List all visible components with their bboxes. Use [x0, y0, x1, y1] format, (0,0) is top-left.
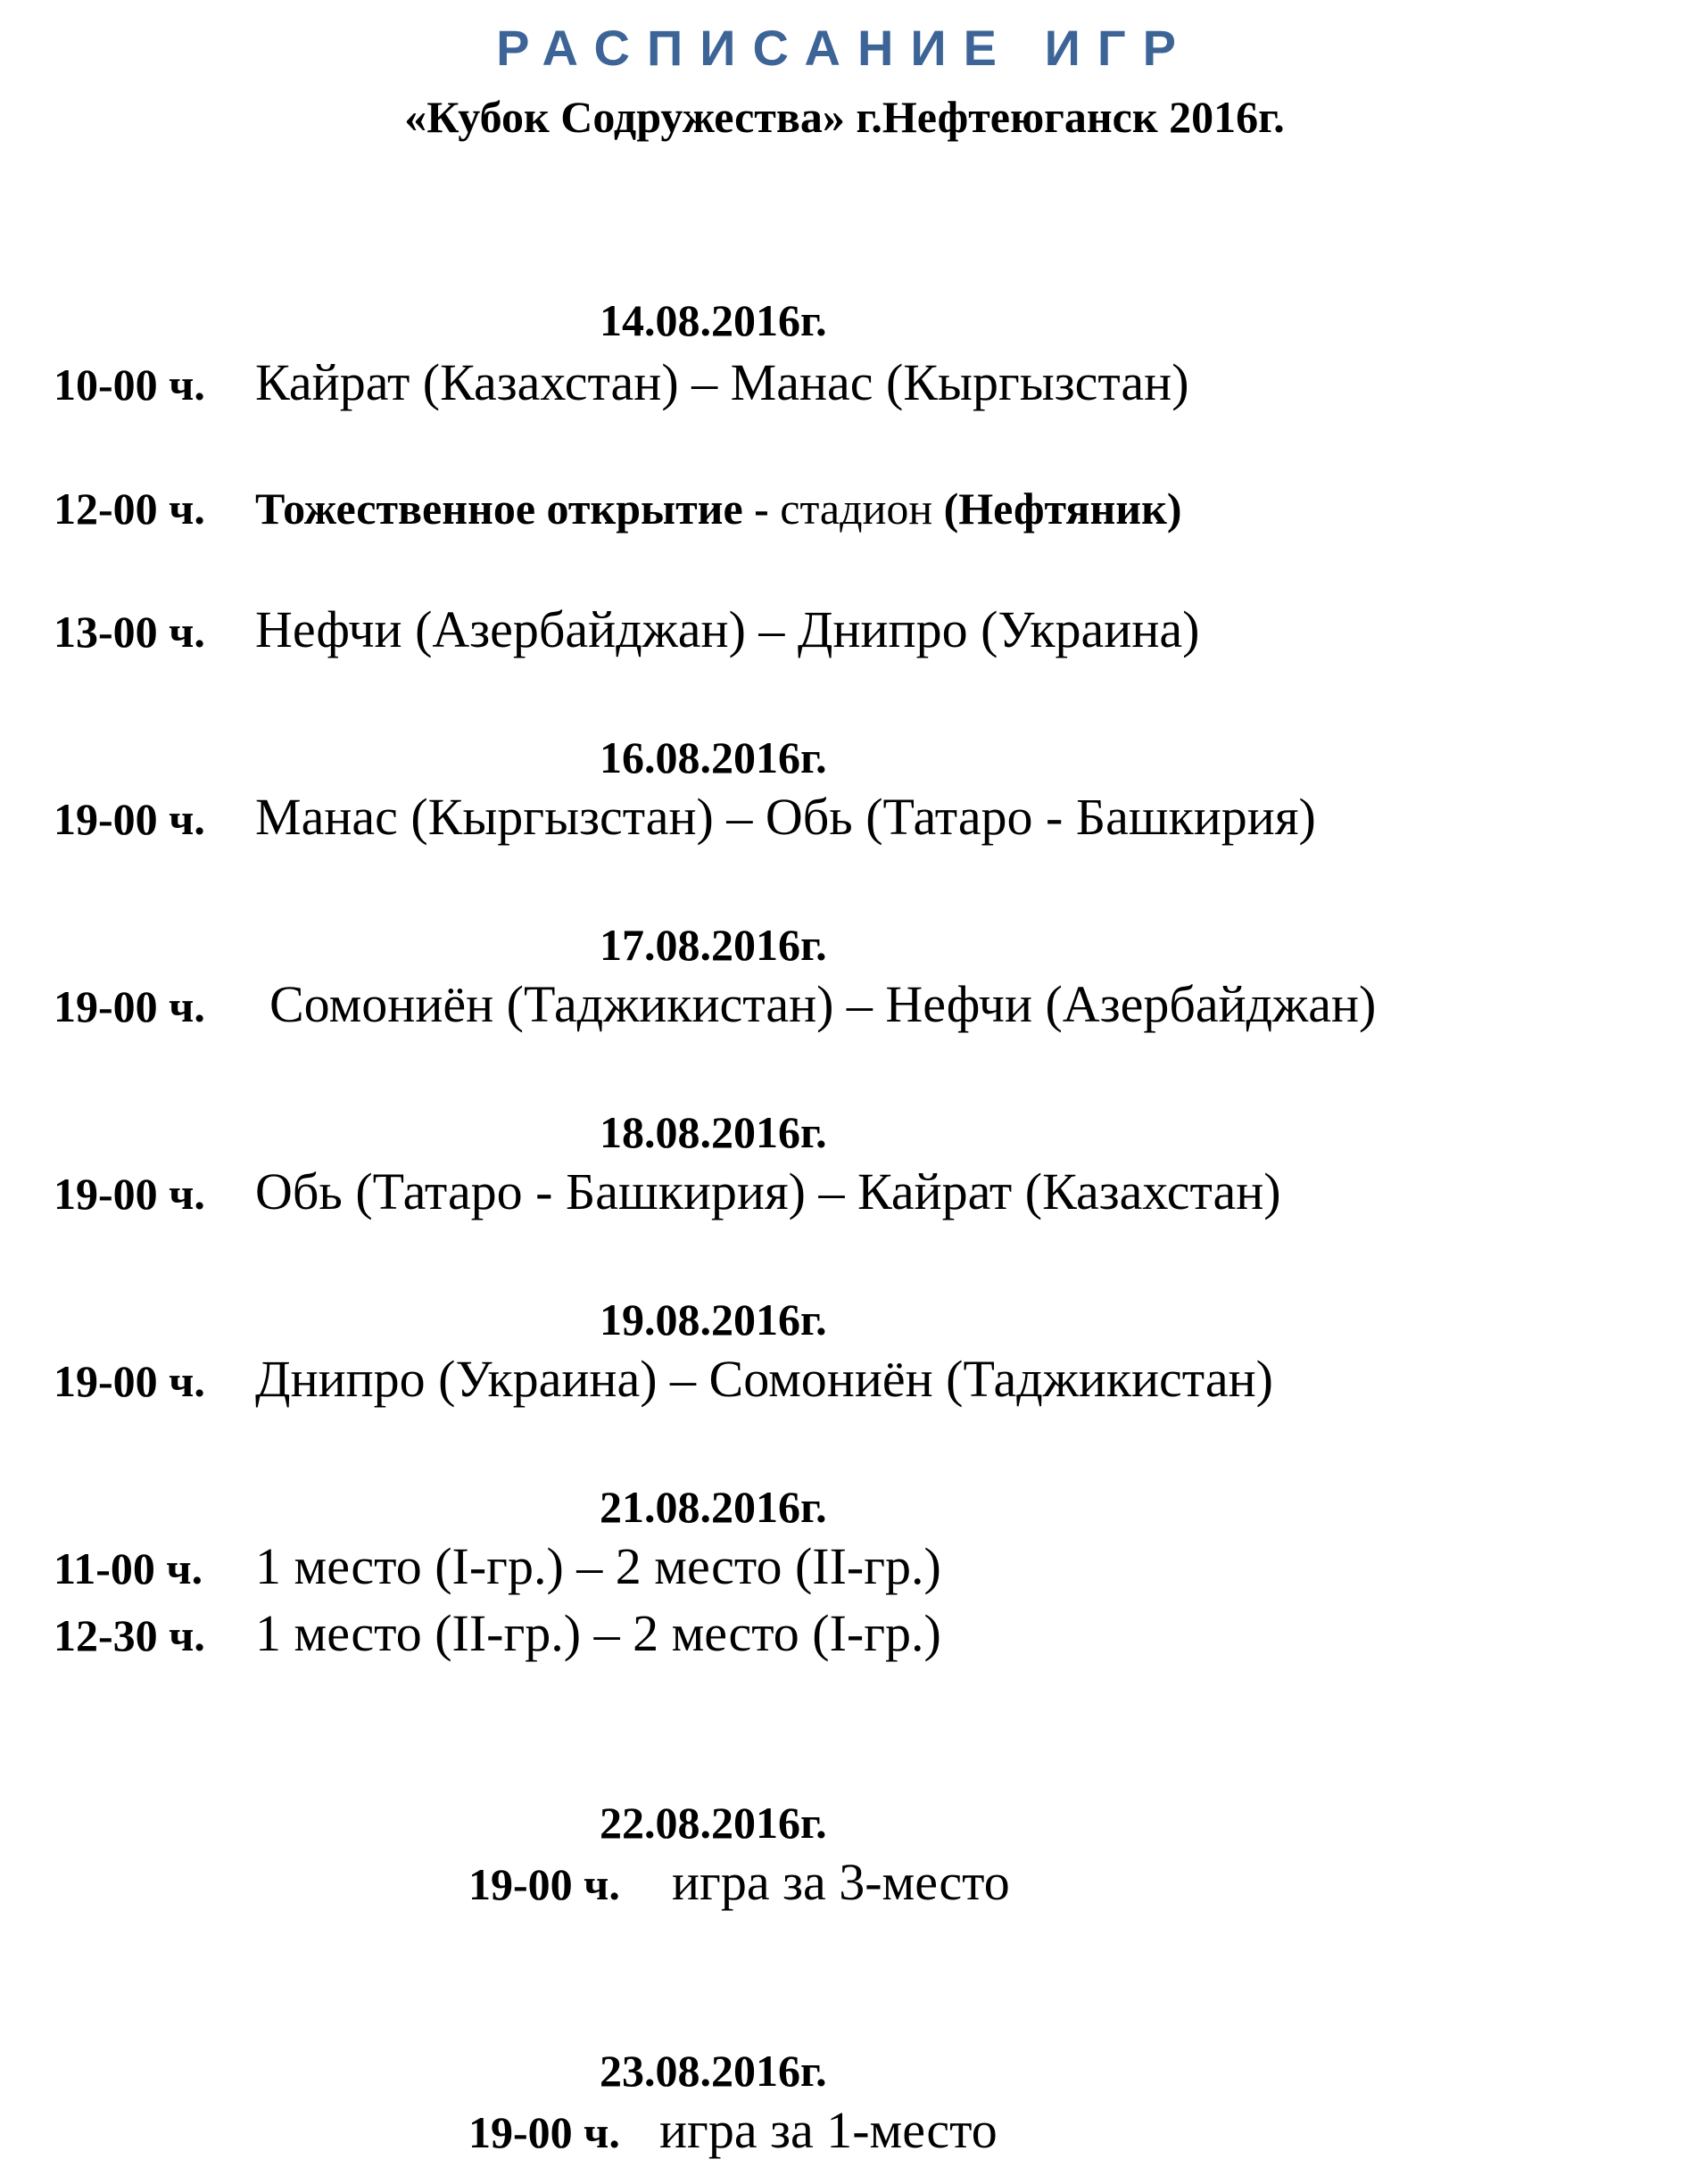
- schedule-row: [54, 598, 1199, 664]
- date-heading: 18.08.2016г.: [600, 1107, 827, 1157]
- schedule-row: [468, 2098, 998, 2164]
- date-heading: 14.08.2016г.: [600, 295, 827, 345]
- event-time: 12-30 ч.: [54, 1610, 205, 1660]
- event-time: 12-00 ч.: [54, 484, 205, 534]
- date-heading: 16.08.2016г.: [600, 732, 827, 782]
- event-match: игра за 1-место: [659, 2101, 998, 2159]
- schedule-row: [54, 1601, 941, 1667]
- schedule-row: [54, 972, 1376, 1038]
- date-heading: 17.08.2016г.: [600, 920, 827, 970]
- event-match: Нефчи (Азербайджан) – Днипро (Украина): [255, 600, 1200, 658]
- event-match: Сомониён (Таджикистан) – Нефчи (Азербайджан): [269, 975, 1377, 1033]
- schedule-title: РАСПИСАНИЕ ИГР: [496, 20, 1193, 76]
- event-time: 19-00 ч.: [54, 981, 205, 1031]
- event-venue-label: стадион: [780, 484, 933, 534]
- event-time: 19-00 ч.: [468, 2107, 620, 2157]
- event-match: Днипро (Украина) – Сомониён (Таджикистан): [255, 1350, 1273, 1408]
- event-time: 19-00 ч.: [54, 1169, 205, 1219]
- event-match: 1 место (II-гр.) – 2 место (I-гр.): [255, 1604, 941, 1662]
- event-venue-name: (Нефтяник): [943, 484, 1182, 534]
- event-time: 11-00 ч.: [54, 1543, 203, 1593]
- date-heading: 21.08.2016г.: [600, 1482, 827, 1532]
- event-match: 1 место (I-гр.) – 2 место (II-гр.): [255, 1537, 941, 1595]
- event-opening-ceremony: Тожественное открытие -: [255, 484, 769, 534]
- event-time: 19-00 ч.: [54, 794, 205, 844]
- event-match: Манас (Кыргызстан) – Обь (Татаро - Башкирия): [255, 788, 1316, 846]
- event-time: 13-00 ч.: [54, 607, 205, 657]
- event-match: Обь (Татаро - Башкирия) – Кайрат (Казахстан): [255, 1162, 1281, 1220]
- schedule-row: [54, 785, 1316, 851]
- schedule-row: [54, 351, 1189, 417]
- date-heading: 22.08.2016г.: [600, 1798, 827, 1848]
- date-heading: 19.08.2016г.: [600, 1295, 827, 1344]
- schedule-row: [54, 475, 1182, 541]
- schedule-row: [54, 1347, 1273, 1413]
- schedule-row: [468, 1850, 1010, 1916]
- event-time: 19-00 ч.: [54, 1356, 205, 1406]
- schedule-row: [54, 1535, 941, 1601]
- event-time: 19-00 ч.: [468, 1859, 620, 1909]
- event-time: 10-00 ч.: [54, 360, 205, 410]
- schedule-row: [54, 1160, 1281, 1226]
- schedule-subtitle: «Кубок Содружества» г.Нефтеюганск 2016г.: [404, 92, 1285, 142]
- date-heading: 23.08.2016г.: [600, 2046, 827, 2096]
- event-match: игра за 3-место: [672, 1853, 1010, 1911]
- event-match: Кайрат (Казахстан) – Манас (Кыргызстан): [255, 353, 1189, 411]
